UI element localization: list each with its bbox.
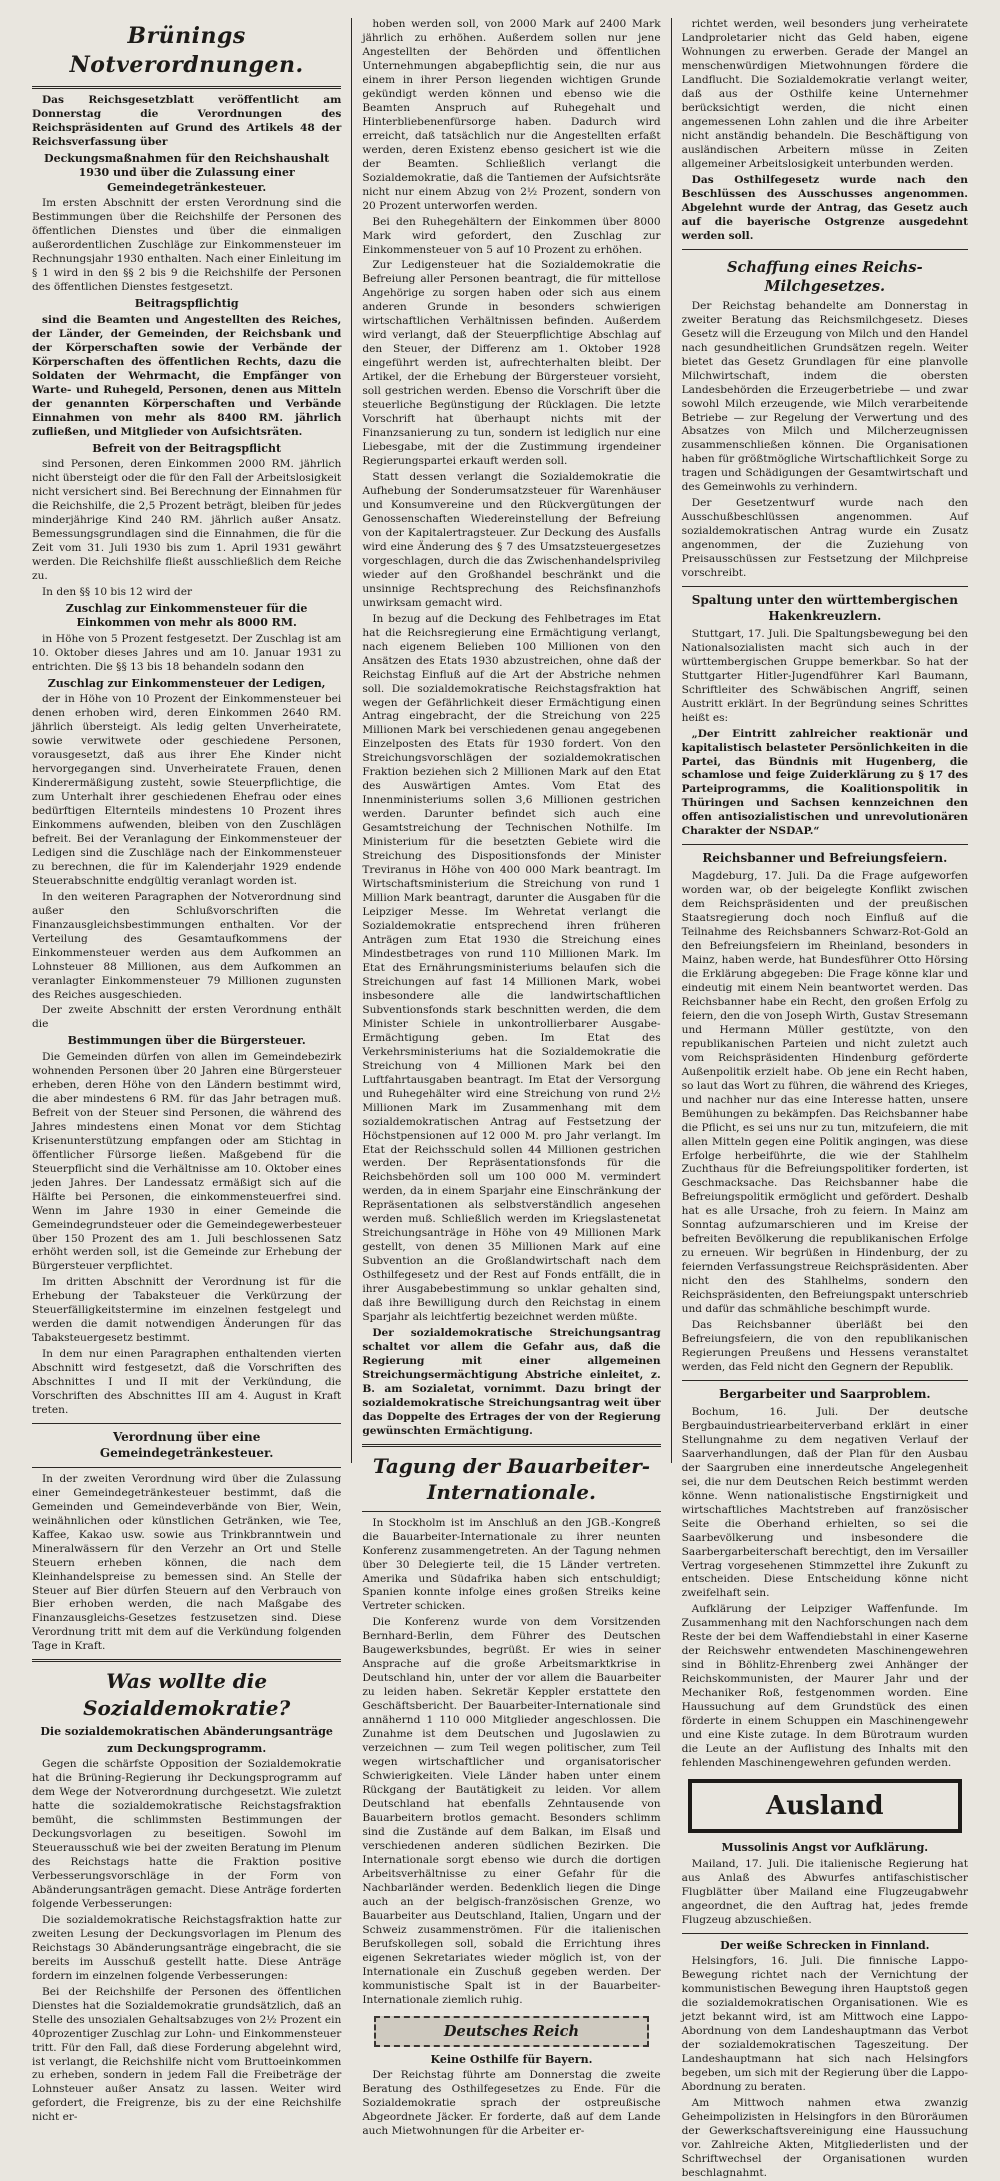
- subhead-ledigen: Zuschlag zur Einkommensteuer der Ledigen,: [47, 676, 326, 690]
- headline-bruenings: Brünings Notverordnungen.: [69, 23, 304, 79]
- paragraph: Der zweite Abschnitt der ersten Verordnung enthält die: [32, 1004, 342, 1031]
- column-3: [671, 18, 978, 2179]
- subhead-finnland: Der weiße Schrecken in Finnland.: [720, 1938, 930, 1952]
- divider: [362, 1444, 660, 1447]
- paragraph: Am Mittwoch nahmen etwa zwanzig Geheimpolizisten in Helsingfors in den Büroräumen der Gewerkschaftsvereinigung eine Haussuchung vor. Zahlreiche Akten, Mitgliederlisten und der Schriftwechsel der Organisationen wurden beschlagnahmt.: [681, 2096, 968, 2179]
- divider: [682, 844, 968, 845]
- paragraph: Magdeburg, 17. Juli. Da die Frage aufgeworfen worden war, ob der beigelegte Konflikt zwischen dem Reichspräsidenten und der preußischen Staatsregierung doch noch Einfluß auf die Teilnahme des Reichsbanners Schwarz-Rot-Gold an den Befreiungsfeiern im Rheinland, besonders in Mainz, haben werde, hat Bundesführer Otto Hörsing die Erklärung abgegeben: Die Frage könne klar und eindeutig mit einem Nein beantwortet werden. Das Reichsbanner habe ein Recht, den großen Erfolg zu feiern, den die von Joseph Wirth, Gustav Stresemann und Hermann Müller gestützte, von den republikanischen Parteien und nicht zuletzt auch vom Reichspräsidenten Hindenburg geförderte Außenpolitik erzielt habe. Ob jene ein Recht haben, so laut das Wort zu führen, die während des Krieges, und nachher nur das eine Interesse hatten, unsere Bemühungen zu bekämpfen. Das Reichsbanner habe die Pflicht, es sei uns nur zu tun, mitzufeiern, die mit allen Mitteln gegen eine Politik angingen, was diese Erfolge herbeiführte, die wie der Stahlhelm Zuchthaus für die Befreiungspolitiker forderten, ist Geschmacksache. Das Reichsbanner habe die Befreiungspolitik ermöglicht und gefördert. Deshalb hat es alle Ursache, froh zu feiern. In Mainz am Sonntag aufzumarschieren und im Kreise der befreiten Bevölkerung die republikanischen Erfolge zu erneuen. Wir begrüßen in Hindenburg, der zu feiernden Verfassungstreue Reichspräsidenten. Aber nicht den des Stahlhelms, sondern den Reichspräsidenten, den Befreiungspakt unterschrieb und dafür das schmähliche beschimpft wurde.: [681, 870, 968, 1316]
- paragraph: Stuttgart, 17. Juli. Die Spaltungsbewegung bei den Nationalsozialisten macht sich auch in der württembergischen Gruppe bemerkbar. So hat der Stuttgarter Hitler-Jugendführer Karl Baumann, Schriftleiter des Schwäbischen Angriff, seinen Austritt erklärt. In der Begründung seines Schrittes heißt es:: [681, 627, 968, 724]
- divider: [32, 1659, 341, 1662]
- headline-bergarbeiter: Bergarbeiter und Saarproblem.: [719, 1387, 931, 1402]
- paragraph: Bochum, 16. Juli. Der deutsche Bergbauindustriearbeiterverband erklärt in einer Stellungnahme zu dem negativen Verlauf der Saarverhandlungen, daß der Plan für den Ausbau der Saargruben eine innerdeutsche Angelegenheit sei, die nur dem Deutschen Reich bestimmt werden könne. Wenn nationalistische Engstirnigkeit und wirtschaftliches Machtstreben auf französischer Seite die Oberhand erhielten, so sei die Saarbevölkerung und insbesondere die Saarbergarbeiterschaft berechtigt, den im Versailler Vertrag vorgesehenen Stimmzettel ihre Zukunft zu entscheiden. Diese Entscheidung könne nicht zweifelhaft sein.: [681, 1405, 968, 1600]
- headline-spaltung: Spaltung unter den württembergischen Hakenkreuzlern.: [691, 593, 958, 623]
- paragraph: in Höhe von 5 Prozent festgesetzt. Der Zuschlag ist am 10. Oktober dieses Jahres und am 10. Januar 1931 zu entrichten. Die §§ 13 bis 18 behandeln sodann den: [32, 632, 342, 673]
- paragraph: richtet werden, weil besonders jung verheiratete Landproletarier nicht das Geld haben, eigene Wohnungen zu erwerben. Gerade der Mangel an menschenwürdigen Mietwohnungen fördere die Landflucht. Die Sozialdemokratie verlangt weiter, daß aus der Osthilfe keine Unternehmer berücksichtigt werden, die nicht einen angemessenen Lohn zahlen und die ihre Arbeiter nicht anständig behandeln. Die Beschäftigung von ausländischen Arbeitern müsse in Zeiten allgemeiner Arbeitslosigkeit unterbunden werden.: [681, 18, 968, 170]
- paragraph: In bezug auf die Deckung des Fehlbetrages im Etat hat die Reichsregierung eine Ermächtigung verlangt, nach eigenem Belieben 100 Millionen von den Ansätzen des Etats 1930 abzustreichen, ohne daß der Reichstag Einfluß auf die Art der Abstriche nehmen soll. Die sozialdemokratische Reichstagsfraktion hat wegen der Gefährlichkeit dieser Ermächtigung einen Antrag eingebracht, der die Streichung von 225 Millionen Mark bei verschiedenen genau angegebenen Einzelposten des Etats für 1930 fordert. Von den Streichungsvorschlägen der sozialdemokratischen Fraktion beziehen sich 2 Millionen Mark auf den Etat des Auswärtigen Amtes. Vom Etat des Innenministeriums sollen 3,6 Millionen gestrichen werden. Darunter befindet sich auch eine Gesamtstreichung der Technischen Nothilfe. Im Ministerium für die besetzten Gebiete wird die Streichung des Dispositionsfonds der Minister Treviranus in Höhe von 400 000 Mark beantragt. Im Wirtschaftsministerium die Streichung von rund 1 Million Mark beantragt, darunter die Ausgaben für die Leipziger Messe. Im Wehretat verlangt die Sozialdemokratie entsprechend ihren früheren Anträgen zum Etat 1930 die Streichung eines Mindestbetrages von rund 110 Millionen Mark. Im Etat des Ernährungsministeriums belaufen sich die Streichungen auf fast 14 Millionen Mark, wobei insbesondere alle die landwirtschaftlichen Subventionsfonds stark beschnitten werden, die dem Minister Schiele in unkontrollierbarer Ausgabe-Ermächtigung geben. Im Etat des Verkehrsministeriums hat die Sozialdemokratie die Streichung von 4 Millionen Mark bei den Luftfahrtausgaben beantragt. Im Etat der Versorgung und Ruhegehälter wird eine Streichung von rund 2½ Millionen Mark im Zusammenhang mit dem sozialdemokratischen Antrag auf Festsetzung der Höchstpensionen auf 12 000 M. pro Jahr verlangt. Im Etat der Reichsschuld sollen 44 Millionen gestrichen werden. Der Repräsentationsfonds für die Reichsbehörden soll um 100 000 M. vermindert werden, da in einem Sparjahr eine Einschränkung der Repräsentationen als selbstverständlich angesehen werden muß. Schließlich werden im Kriegslastenetat Streichungsanträge in Höhe von 49 Millionen Mark gestellt, von denen 35 Millionen Mark auf eine Subvention an die Großlandwirtschaft nach dem Osthilfegesetz und der Rest auf Fonds entfällt, die in ihrer Ausgabebestimmung so unklar gehalten sind, daß ihre Bewilligung durch den Reichstag in einem Sparjahr als leichtfertig bezeichnet werden müßte.: [362, 612, 661, 1324]
- paragraph: der in Höhe von 10 Prozent der Einkommensteuer bei denen erhoben wird, deren Einkommen 2640 RM. jährlich übersteigt. Als ledig gelten Unverheiratete, sowie verwitwete oder geschiedene Personen, vorausgesetzt, daß aus ihrer Ehe Kinder nicht hervorgegangen sind. Unverheiratete Frauen, denen Kinderermäßigung zusteht, sowie Steuerpflichtige, die zum Unterhalt ihrer geschiedenen Ehefrau oder eines bedürftigen Elternteils mindestens 10 Prozent ihres Einkommens aufwenden, bleiben von den Zuschlägen befreit. Bei der Veranlagung der Einkommensteuer der Ledigen sind die Zuschläge nach der Einkommensteuer zu berechnen, die für im Kalenderjahr 1929 endende Steuerabschnitte endgültig veranlagt worden ist.: [32, 693, 342, 887]
- headline-reichsbanner: Reichsbanner und Befreiungsfeiern.: [702, 851, 948, 866]
- subhead-deckungsprogramm: zum Deckungsprogramm.: [107, 1741, 267, 1755]
- paragraph: Im ersten Abschnitt der ersten Verordnung sind die Bestimmungen über die Reichshilfe der Personen des öffentlichen Dienstes und über die einmaligen außerordentlichen Zuschläge zur Einkommensteuer im Rechnungsjahr 1930 enthalten. Nach einer Einleitung im § 1 wird in den §§ 2 bis 9 die Reichshilfe der Personen des öffentlichen Dienstes festgesetzt.: [32, 197, 342, 294]
- paragraph: In den weiteren Paragraphen der Notverordnung sind außer den Schlußvorschriften die Finanzausgleichsbestimmungen enthalten. Vor der Verteilung des Gesamtaufkommens der Einkommensteuer werden aus dem Aufkommen an Lohnsteuer 88 Millionen, aus dem Aufkommen an veranlagter Einkommensteuer 79 Millionen zugunsten des Reiches ausgeschieden.: [32, 890, 342, 1001]
- paragraph: In dem nur einen Paragraphen enthaltenden vierten Abschnitt wird festgesetzt, daß die Vorschriften des Abschnittes I und II mit der Verkündung, die Vorschriften des Abschnittes III am 4. August in Kraft treten.: [32, 1348, 342, 1417]
- column-1: [22, 18, 351, 2124]
- divider: [682, 1380, 968, 1381]
- paragraph: Das Osthilfegesetz wurde nach den Beschlüssen des Ausschusses angenommen. Abgelehnt wurde der Antrag, das Gesetz auch auf die bayerische Ostgrenze ausgedehnt werden soll.: [681, 173, 968, 242]
- paragraph: sind die Beamten und Angestellten des Reiches, der Länder, der Gemeinden, der Reichsbank und der Körperschaften sowie der Verbände der Körperschaften des öffentlichen Rechts, dazu die Soldaten der Wehrmacht, die Empfänger von Warte- und Ruhegeld, Personen, denen aus Mitteln der genannten Körperschaften und Verbände Einnahmen von mehr als 8400 RM. jährlich zufließen, und Mitglieder von Aufsichtsräten.: [32, 313, 342, 438]
- headline-sozialdemokratie: Was wollte die Sozialdemokratie?: [83, 1669, 291, 1720]
- subhead-deckung: Deckungsmaßnahmen für den Reichshaushalt 1930 und über die Zulassung einer Gemeindegetränkesteuer.: [44, 151, 330, 194]
- section-banner-ausland: Ausland: [688, 1779, 962, 1833]
- subhead-buergersteuer: Bestimmungen über die Bürgersteuer.: [67, 1034, 306, 1048]
- quote: „Der Eintritt zahlreicher reaktionär und kapitalistisch belasteter Persönlichkeiten in die Partei, das Bündnis mit Hugenberg, die schamlose und feige Zuiderklärung zu § 17 des Parteiprogramms, die Koalitionspolitik in Thüringen und Sachsen kennzeichnen den offen antisozialistischen und unrevolutionären Charakter der NSDAP.“: [681, 727, 968, 838]
- headline-milchgesetz: Schaffung eines Reichs-Milchgesetzes.: [727, 258, 923, 295]
- paragraph: Der Gesetzentwurf wurde nach den Ausschußbeschlüssen angenommen. Auf sozialdemokratischen Antrag wurde ein Zusatz angenommen, der die Zuziehung von Preisausschüssen zur Festsetzung der Milchpreise vorschreibt.: [681, 497, 968, 580]
- paragraph: Statt dessen verlangt die Sozialdemokratie die Aufhebung der Sonderumsatzsteuer für Warenhäuser und Konsumvereine und den Rückvergütungen der Genossenschaften Wiedereinstellung der Befreiung von der Kapitalertragsteuer. Zur Deckung des Ausfalls wird eine Änderung des § 7 des Umsatzsteuergesetzes vorgeschlagen, durch die das Zwischenhandelsprivileg wieder auf den Großhandel beschränkt und die unsinnige Rechtsprechung des Reichsfinanzhofs unwirksam gemacht wird.: [362, 471, 661, 609]
- subhead-befreit: Befreit von der Beitragspflicht: [92, 441, 282, 455]
- paragraph: Mailand, 17. Juli. Die italienische Regierung hat aus Anlaß des Abwurfes antifaschistischer Flugblätter über Mailand eine Flugzeugabwehr angeordnet, die den Auftrag hat, jedes fremde Flugzeug abzuschießen.: [681, 1857, 968, 1926]
- paragraph: Aufklärung der Leipziger Waffenfunde. Im Zusammenhang mit den Nachforschungen nach dem Reste der bei dem Waffendiebstahl in einer Kaserne der Reichswehr entwendeten Maschinengewehren sind in Böhlitz-Ehrenberg zwei Anhänger der Reichskommunisten, der Maurer Jahr und der Mechaniker Roß, festgenommen worden. Eine Haussuchung auf dem Grundstück des einen förderte in einem Schuppen ein Maschinengewehr und eine Kiste zutage. In dem Bürotraum wurden die Leute an der Auflistung des Inhalts mit den fehlenden Maschinengewehren gefunden werden.: [681, 1603, 968, 1770]
- paragraph: Die sozialdemokratische Reichstagsfraktion hatte zur zweiten Lesung der Deckungsvorlagen im Plenum des Reichstags 30 Abänderungsanträge eingebracht, die sie bereits im Ausschuß gestellt hatte. Diese Anträge fordern im einzelnen folgende Verbesserungen:: [32, 1913, 342, 1982]
- paragraph: In der zweiten Verordnung wird über die Zulassung einer Gemeindegetränkesteuer bestimmt, daß die Gemeinden und Gemeindeverbände von Bier, Wein, weinähnlichen oder künstlichen Getränken, wie Tee, Kaffee, Kakao usw. sowie aus Trinkbranntwein und Mineralwässern für den Verzehr an Ort und Stelle Steuern erheben können, die nach dem Kleinhandelspreise zu bemessen sind. An Stelle der Steuer auf Bier dürfen Steuern auf den Verbrauch von Bier erhoben werden, die nach Maßgabe des Finanzausgleichs-Gesetzes festzusetzen sind. Diese Verordnung tritt mit dem auf die Verkündung folgenden Tage in Kraft.: [32, 1472, 342, 1653]
- paragraph: Gegen die schärfste Opposition der Sozialdemokratie hat die Brüning-Regierung ihr Deckungsprogramm auf dem Wege der Notverordnung durchgesetzt. Wie zuletzt hatte die sozialdemokratische Reichstagsfraktion bemüht, die schlimmsten Bestimmungen der Deckungsvorlagen zu beseitigen. Sowohl im Steuerausschuß wie bei der zweiten Beratung im Plenum des Reichstags hatte die Fraktion positive Verbesserungsvorschläge in der Form von Abänderungsanträgen gemacht. Diese Anträge forderten folgende Verbesserungen:: [32, 1758, 342, 1910]
- subhead-mussolini: Mussolinis Angst vor Aufklärung.: [721, 1841, 929, 1855]
- paragraph: Der Reichstag führte am Donnerstag die zweite Beratung des Osthilfegesetzes zu Ende. Für die Sozialdemokratie sprach der ostpreußische Abgeordnete Jäcker. Er forderte, daß auf dem Lande auch Mietwohnungen für die Arbeiter er-: [362, 2069, 661, 2138]
- headline-bauarbeiter: Tagung der Bauarbeiter-Internationale.: [372, 1453, 651, 1505]
- divider: [32, 86, 341, 89]
- subhead-beitragspflicht: Beitragspflichtig: [134, 297, 239, 311]
- paragraph: In Stockholm ist im Anschluß an den JGB.-Kongreß die Bauarbeiter-Internationale zu ihrer neunten Konferenz zusammengetreten. An der Tagung nehmen über 30 Delegierte teil, die 15 Länder vertreten. Amerika und Südafrika haben sich entschuldigt; Spanien konnte infolge eines großen Streiks keine Vertreter schicken.: [362, 1516, 661, 1613]
- divider: [682, 249, 968, 250]
- paragraph: Das Reichsbanner überläßt bei den Befreiungsfeiern, die von den republikanischen Regierungen Preußens und Hessens veranstaltet werden, das Feld nicht den Gegnern der Republik.: [681, 1319, 968, 1374]
- paragraph: Zur Ledigensteuer hat die Sozialdemokratie die Befreiung aller Personen beantragt, die für mittellose Angehörige zu sorgen haben oder sich aus einem anderen Grunde in besonders schwierigen wirtschaftlichen Verhältnissen befinden. Außerdem wird verlangt, daß der Steuerpflichtige Abschlag auf den Steuer, der Differenz am 1. Oktober 1928 eingeführt werden ist, aufrechterhalten bleibt. Der Artikel, der die Erhebung der Bürgersteuer vorsieht, soll gestrichen werden. Ebenso die Vorschrift über die steuerliche Begünstigung der Rücklagen. Die letzte Vorschrift hat überhaupt nichts mit der Finanzsanierung zu tun, sondern ist lediglich nur eine Liebesgabe, mit der die Zustimmung irgendeiner Regierungspartei erkauft werden soll.: [362, 259, 661, 468]
- paragraph: Der Reichstag behandelte am Donnerstag in zweiter Beratung das Reichsmilchgesetz. Dieses Gesetz will die Erzeugung von Milch und den Handel nach gesundheitlichen Grundsätzen regeln. Weiter bietet das Gesetz Grundlagen für eine planvolle Milchwirtschaft, indem die obersten Landesbehörden die Erzeugerbetriebe — und zwar sowohl Milch erzeugende, wie Milch verarbeitende Betriebe — zur Regelung der Verwertung und des Absatzes von Milch und Milcherzeugnissen zusammenschließen können. Die Organisationen haben für größtmögliche Wirtschaftlichkeit Sorge zu tragen und Schädigungen der Gesamtwirtschaft und des Gemeinwohls zu verhindern.: [681, 299, 968, 494]
- divider: [32, 1423, 341, 1424]
- paragraph: Der sozialdemokratische Streichungsantrag schaltet vor allem die Gefahr aus, daß die Regierung mit einer allgemeinen Streichungsermächtigung Abstriche einleitet, z. B. am Sozialetat, vornimmt. Dazu bringt der sozialdemokratische Streichungsantrag weit über das Doppelte des Ertrages der von der Regierung gewünschten Ermächtigung.: [362, 1327, 661, 1437]
- paragraph: Helsingfors, 16. Juli. Die finnische Lappo-Bewegung richtet nach der Vernichtung der kommunistischen Bewegung ihren Hauptstoß gegen die sozialdemokratischen Organisationen. Wie es jetzt bekannt wird, ist am Mittwoch eine Lappo-Abordnung von dem Landeshauptmann das Verbot der sozialdemokratischen Tageszeitung. Der Landeshauptmann hat sich nach Helsingfors begeben, um sich mit der Regierung über die Lappo-Abordnung zu beraten.: [681, 1955, 968, 2093]
- divider: [362, 1511, 660, 1512]
- columns: [22, 18, 978, 2179]
- divider: [682, 1933, 968, 1934]
- paragraph: Bei den Ruhegehältern der Einkommen über 8000 Mark wird gefordert, den Zuschlag zur Einkommensteuer von 5 auf 10 Prozent zu erhöhen.: [362, 215, 661, 256]
- intro-text: Das Reichsgesetzblatt veröffentlicht am Donnerstag die Verordnungen des Reichspräsidenten auf Grund des Artikels 48 der Reichsverfassung über: [32, 94, 342, 148]
- divider: [682, 586, 968, 587]
- paragraph: Im dritten Abschnitt der Verordnung ist für die Erhebung der Tabaksteuer die Verkürzung der Steuerfälligkeitstermine im einzelnen festgelegt und werden die damit notwendigen Änderungen für das Tabaksteuergesetz bestimmt.: [32, 1276, 342, 1345]
- paragraph: sind Personen, deren Einkommen 2000 RM. jährlich nicht übersteigt oder die für den Fall der Arbeitslosigkeit nicht versichert sind. Bei Berechnung der Einnahmen für die Reichshilfe, die 2,5 Prozent beträgt, bleiben für jedes minderjährige Kind 240 RM. jährlich außer Ansatz. Bemessungsgrundlagen sind die Einnahmen, die für die Zeit vom 31. Juli 1930 bis zum 1. April 1931 gewährt werden. Die Reichshilfe fließt ausschließlich dem Reiche zu.: [32, 458, 342, 582]
- subhead-antraege: Die sozialdemokratischen Abänderungsanträge: [40, 1725, 333, 1739]
- subhead-zuschlag: Zuschlag zur Einkommensteuer für die Einkommen von mehr als 8000 RM.: [65, 601, 308, 630]
- column-2: [351, 18, 670, 2138]
- paragraph: hoben werden soll, von 2000 Mark auf 2400 Mark jährlich zu erhöhen. Außerdem sollen nur jene Angestellten der Behörden und öffentlichen Unternehmungen abgabepflichtig sein, die nur aus einem in ihrer Person liegenden wichtigen Grunde gekündigt werden können und ebenso wie die Beamten Anspruch auf Ruhegehalt und Hinterbliebenenfürsorge haben. Dadurch wird erreicht, daß tatsächlich nur die Angestellten erfaßt werden, deren Existenz ebenso gesichert ist wie die der Beamten. Schließlich verlangt die Sozialdemokratie, daß die Tantiemen der Aufsichtsräte nicht nur einem Abzug von 2½ Prozent, sondern von 20 Prozent unterworfen werden.: [362, 18, 661, 212]
- headline-gemeindegetraenkesteuer: Verordnung über eine Gemeindegetränkesteuer.: [99, 1430, 274, 1460]
- paragraph: Die Gemeinden dürfen von allen im Gemeindebezirk wohnenden Personen über 20 Jahren eine Bürgersteuer erheben, deren Höhe von den Ländern bestimmt wird, die aber mindestens 6 RM. für das Jahr betragen muß. Befreit von der Steuer sind Personen, die während des Jahres mindestens einen Monat vor dem Stichtag Krisenunterstützung empfangen oder am Stichtag in öffentlicher Fürsorge ließen. Maßgebend für die Steuerpflicht sind die Verhältnisse am 10. Oktober eines jeden Jahres. Der Landessatz ermäßigt sich auf die Hälfte bei Personen, die einkommensteuerfrei sind. Wenn im Jahre 1930 in einer Gemeinde die Gemeindegrundsteuer oder die Gemeindegewerbesteuer über 150 Prozent des am 1. Juli beschlossenen Satz erhöht werden soll, ist die Gemeinde zur Erhebung der Bürgersteuer verpflichtet.: [32, 1050, 342, 1273]
- paragraph: In den §§ 10 bis 12 wird der: [42, 585, 193, 598]
- divider: [32, 1467, 341, 1468]
- section-banner-deutsches-reich: Deutsches Reich: [374, 2016, 648, 2047]
- subhead-osthilfe: Keine Osthilfe für Bayern.: [430, 2052, 593, 2066]
- paragraph: Bei der Reichshilfe der Personen des öffentlichen Dienstes hat die Sozialdemokratie grundsätzlich, daß an Stelle des unsozialen Gehaltsabzuges von 2½ Prozent ein 40prozentiger Zuschlag zur Lohn- und Einkommensteuer tritt. Für den Fall, daß diese Forderung abgelehnt wird, ist verlangt, die Reichshilfe nicht vom Bruttoeinkommen zu erheben, sondern in jedem Fall die Freibeträge der Lohnsteuer außer Ansatz zu lassen. Weiter wird gefordert, die Freigrenze, bis zu der eine Reichshilfe nicht er-: [32, 1985, 342, 2124]
- paragraph: Die Konferenz wurde von dem Vorsitzenden Bernhard-Berlin, dem Führer des Deutschen Baugewerksbundes, begrüßt. Er wies in seiner Ansprache auf die große Arbeitsmarktkrise in Deutschland hin, unter der vor allem die Bauarbeiter zu leiden haben. Sekretär Keppler erstattete den Geschäftsbericht. Der Bauarbeiter-Internationale sind annähernd 1 110 000 Mitglieder angeschlossen. Die Zunahme ist dem Deutschen und Jugoslawien zu verzeichnen — zum Teil wegen politischer, zum Teil wegen wirtschaftlicher und organisatorischer Schwierigkeiten. Viele Länder haben unter einem Rückgang der Bautätigkeit zu leiden. Vor allem Deutschland hat ebenfalls Zehntausende von Bauarbeitern brotlos gemacht. Besonders schlimm sind die Zustände auf dem Balkan, im Elsaß und verschiedenen anderen südlichen Bezirken. Die Internationale sorgt ebenso wie durch die dortigen Arbeitsverhältnisse zu einer Gefahr für die Nachbarländer werden. Bedenklich liegen die Dinge auch an der belgisch-französischen Grenze, wo Bauarbeiter aus Deutschland, Italien, Ungarn und der Schweiz zusammenströmen. Für die italienischen Berufskollegen soll, sobald die Errichtung ihres eigenen Sekretariates wieder möglich ist, von der Internationale ein Zuschuß gegeben werden. Der kommunistische Spalt ist in der Bauarbeiter-Internationale ziemlich ruhig.: [362, 1616, 661, 2006]
